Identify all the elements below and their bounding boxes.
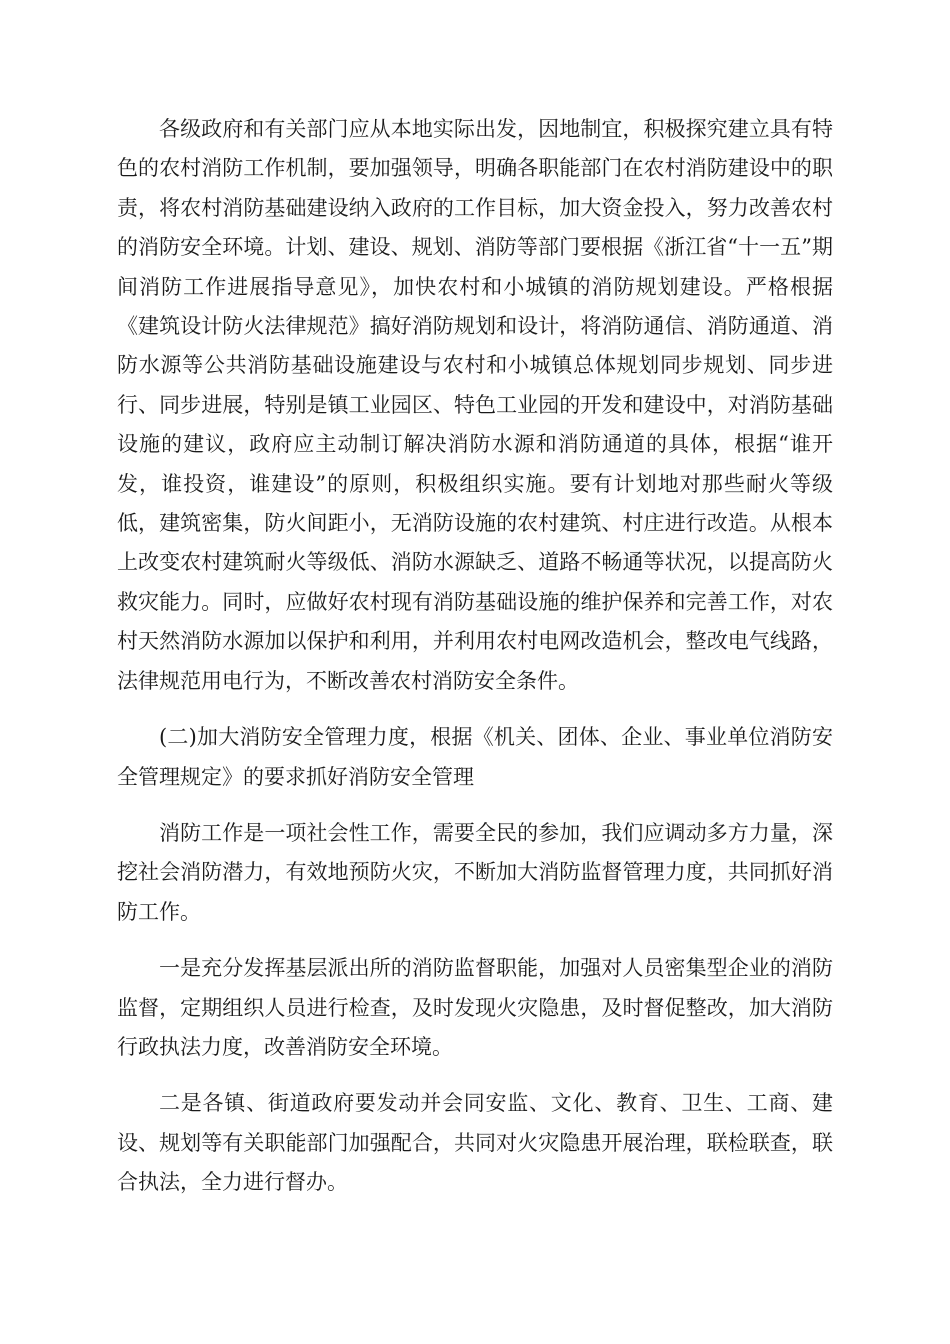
document-body [117,110,833,1220]
paragraph-public-participation: 消防工作是一项社会性工作，需要全民的参加，我们应调动多方力量，深挖社会消防潜力，有效地预防火灾，不断加大消防监督管理力度，共同抓好消防工作。 [117,820,833,924]
paragraph-point-two-joint-enforcement: 二是各镇、街道政府要发动并会同安监、文化、教育、卫生、工商、建设、规划等有关职能部门加强配合，共同对火灾隐患开展治理，联检联查，联合执法，全力进行督办。 [117,1091,833,1195]
paragraph-point-one-police-supervision: 一是充分发挥基层派出所的消防监督职能，加强对人员密集型企业的消防监督，定期组织人员进行检查，及时发现火灾隐患，及时督促整改，加大消防行政执法力度，改善消防安全环境。 [117,956,833,1059]
section-heading-fire-safety-management: (二)加大消防安全管理力度，根据《机关、团体、企业、事业单位消防安全管理规定》的要求抓好消防安全管理 [117,725,833,789]
paragraph-rural-fire-mechanism: 各级政府和有关部门应从本地实际出发，因地制宜，积极探究建立具有特色的农村消防工作机制，要加强领导，明确各职能部门在农村消防建设中的职责，将农村消防基础建设纳入政府的工作目标，加大资金投入，努力改善农村的消防安全环境。计划、建设、规划、消防等部门要根据《浙江省“十一五”期间消防工作进展指导意见》，加快农村和小城镇的消防规划建设。严格根据《建筑设计防火法律规范》搞好消防规划和设计，将消防通信、消防通道、消防水源等公共消防基础设施建设与农村和小城镇总体规划同步规划、同步进行、同步进展，特别是镇工业园区、特色工业园的开发和建设中，对消防基础设施的建议，政府应主动制订解决消防水源和消防通道的具体，根据“谁开发，谁投资，谁建设”的原则，积极组织实施。要有计划地对那些耐火等级低，建筑密集，防火间距小，无消防设施的农村建筑、村庄进行改造。从根本上改变农村建筑耐火等级低、消防水源缺乏、道路不畅通等状况，以提高防火救灾能力。同时，应做好农村现有消防基础设施的维护保养和完善工作，对农村天然消防水源加以保护和利用，并利用农村电网改造机会，整改电气线路，法律规范用电行为，不断改善农村消防安全条件。 [117,117,833,693]
